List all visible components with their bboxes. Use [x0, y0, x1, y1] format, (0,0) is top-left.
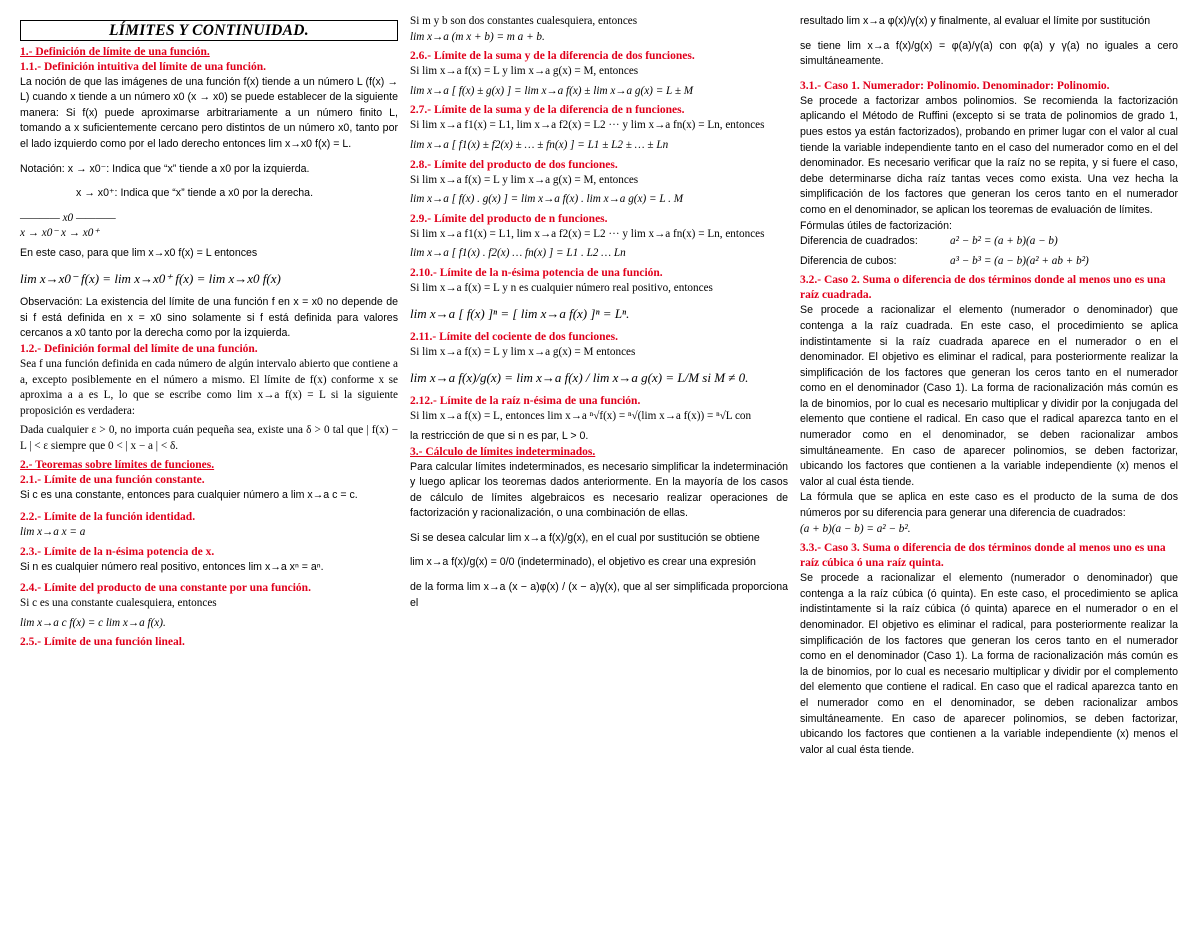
heading-3-2: 3.2.- Caso 2. Suma o diferencia de dos términos donde al menos uno es una raíz cuadrada.	[800, 274, 1166, 302]
number-line-labels: x → x0⁻ x → x0⁺	[20, 227, 100, 240]
formula-label-cubes: Diferencia de cubos:	[800, 254, 897, 267]
heading-3: 3.- Cálculo de límites indeterminados.	[410, 445, 596, 458]
paragraph-3-b: Si se desea calcular lim x→a f(x)/g(x), en el cual por sustitución se obtiene	[410, 531, 760, 544]
heading-1: 1.- Definición de límite de una función.	[20, 45, 210, 58]
theorem-2-9-formula: lim x→a [ f1(x) . f2(x) … fn(x) ] = L1 . L2 … Ln	[410, 247, 626, 260]
document-title: LÍMITES Y CONTINUIDAD.	[20, 20, 398, 41]
heading-2-6: 2.6.- Límite de la suma y de la diferencia de dos funciones.	[410, 50, 695, 63]
theorem-2-8: Si lim x→a f(x) = L y lim x→a g(x) = M, entonces	[410, 173, 639, 186]
theorem-2-12-restriction: la restricción de que si n es par, L > 0.	[410, 429, 589, 442]
theorem-2-6: Si lim x→a f(x) = L y lim x→a g(x) = M, entonces	[410, 65, 639, 78]
notation-left: Notación: x → x0⁻: Indica que “x” tiende a x0 por la izquierda.	[20, 162, 310, 175]
theorem-2-2: lim x→a x = a	[20, 526, 86, 539]
paragraph-1-2: Sea f una función definida en cada número de algún intervalo abierto que contiene a a, excepto posiblemente en el número a mismo. El límite de f(x) conforme x se aproxima a a es L, lo que se escribe como lim x→a f(x) = L si la siguiente proposición es verdadera:	[20, 357, 398, 417]
paragraph-1-1: La noción de que las imágenes de una función f(x) tiende a un número L (f(x) → L) cuando x tiende a un número x0 (x → x0) se puede establecer de la siguiente manera: Si f(x) puede aproximarse arbitrariamente a un número finito L, tomando a x suficientemente cercano pero distintos de un número x0, tanto por el lado izquierdo como por el lado derecho entonces lim x→x0 f(x) = L.	[20, 75, 398, 150]
notation-right: x → x0⁺: Indica que “x” tiende a x0 por la derecha.	[76, 187, 314, 200]
theorem-2-6-formula: lim x→a [ f(x) ± g(x) ] = lim x→a f(x) ± lim x→a g(x) = L ± M	[410, 84, 694, 97]
theorem-2-4: Si c es una constante cualesquiera, entonces	[20, 597, 217, 610]
observation-paragraph: Observación: La existencia del límite de una función f en x = x0 no depende de si f está definida en x = x0 sino solamente si f está definida para valores cercanos a x0 tanto por la derecha como por la izquierda.	[20, 296, 398, 340]
paragraph-3: Para calcular límites indeterminados, es necesario simplificar la indeterminación y luego aplicar los teoremas dados anteriormente. En la mayoría de los casos de cálculo de límites algebraicos es necesario realizar operaciones de factorización y racionalización, o una combinación de ellas.	[410, 460, 788, 520]
theorem-2-5: Si m y b son dos constantes cualesquiera, entonces	[410, 15, 638, 27]
paragraph-3-c: lim x→a f(x)/g(x) = 0/0 (indeterminado), el objetivo es crear una expresión	[410, 556, 756, 569]
theorem-2-10: Si lim x→a f(x) = L y n es cualquier número real positivo, entonces	[410, 281, 713, 294]
heading-2-12: 2.12.- Límite de la raíz n-ésima de una función.	[410, 395, 641, 408]
theorem-2-9: Si lim x→a f1(x) = L1, lim x→a f2(x) = L2 ··· y lim x→a fn(x) = Ln, entonces	[410, 227, 765, 240]
paragraph-3-f: se tiene lim x→a f(x)/g(x) = φ(a)/γ(a) con φ(a) y γ(a) no iguales a cero simultáneamente.	[800, 39, 1178, 68]
theorem-2-5-formula: lim x→a (m x + b) = m a + b.	[410, 30, 545, 43]
theorem-2-12: Si lim x→a f(x) = L, entonces lim x→a ⁿ√f(x) = ⁿ√(lim x→a f(x)) = ⁿ√L con	[410, 410, 752, 423]
paragraph-3-2-b: La fórmula que se aplica en este caso es el producto de la suma de dos números por su diferencia para generar una diferencia de cuadrados:	[800, 491, 1178, 520]
formula-cubes: a³ − b³ = (a − b)(a² + ab + b²)	[950, 254, 1089, 267]
factorization-title: Fórmulas útiles de factorización:	[800, 219, 952, 232]
heading-2: 2.- Teoremas sobre límites de funciones.	[20, 459, 215, 472]
heading-3-3: 3.3.- Caso 3. Suma o diferencia de dos términos donde al menos uno es una raíz cúbica ó una raíz quinta.	[800, 542, 1166, 570]
column-right	[800, 14, 1178, 758]
heading-2-9: 2.9.- Límite del producto de n funciones.	[410, 212, 608, 225]
heading-2-8: 2.8.- Límite del producto de dos funciones.	[410, 158, 618, 171]
heading-1-2: 1.2.- Definición formal del límite de una función.	[20, 342, 258, 355]
heading-1-1: 1.1.- Definición intuitiva del límite de una función.	[20, 60, 266, 73]
theorem-2-10-formula: lim x→a [ f(x) ]ⁿ = [ lim x→a f(x) ]ⁿ = Lⁿ.	[410, 305, 630, 321]
heading-2-2: 2.2.- Límite de la función identidad.	[20, 511, 196, 524]
formula-sum-difference: (a + b)(a − b) = a² − b².	[800, 522, 911, 535]
heading-2-7: 2.7.- Límite de la suma y de la diferencia de n funciones.	[410, 104, 685, 117]
paragraph-3-1: Se procede a factorizar ambos polinomios. Se recomienda la factorización aplicando el Método de Ruffini (excepto si se trata de polinomios de grado 1, pues estos ya están factorizados), probando en primer lugar con el valor al cual tiende la variable independiente tanto en el caso del numerador como en el del denominador. Es necesario verificar que la raíz no se repita, y si fuere el caso, debe determinarse dicha raíz tantas veces como exista. Una vez hecha la simplificación de los factores que generan los ceros tanto en el numerador como en el denominador, se aplican los teoremas de evaluación de límites.	[800, 94, 1178, 216]
paragraph-3-2: Se procede a racionalizar el elemento (numerador o denominador) que contenga a la raíz cuadrada. En este caso, el procedimiento se aplica indistintamente si la raíz cuadrada aparece en el numerador o en el denominador. El objetivo es eliminar el radical, para posteriormente realizar la simplificación de los factores que generan los ceros tanto en el numerador como en el denominador (Caso 1). La forma de racionalización más común es la de binomios, por lo cual es necesario multiplicar y dividir por la conjugada del elemento que contiene el radical. En caso que el radical aparezca tanto en el numerador como en el denominador, se deben racionalizar ambos simultáneamente. En caso de aparecer polinomios, se deben factorizar, ubicando los factores que contienen a la variable independiente (x) menos el valor al cual ésta tiende.	[800, 304, 1178, 488]
heading-3-1: 3.1.- Caso 1. Numerador: Polinomio. Denominador: Polinomio.	[800, 79, 1110, 92]
equation-lateral-limits: lim x→x0⁻ f(x) = lim x→x0⁺ f(x) = lim x→x0 f(x)	[20, 270, 281, 286]
theorem-2-7-formula: lim x→a [ f1(x) ± f2(x) ± … ± fn(x) ] = L1 ± L2 ± … ± Ln	[410, 138, 669, 151]
formula-squares: a² − b² = (a + b)(a − b)	[950, 235, 1058, 248]
theorem-2-1: Si c es una constante, entonces para cualquier número a lim x→a c = c.	[20, 489, 358, 502]
paragraph-3-d: de la forma lim x→a (x − a)φ(x) / (x − a)γ(x), que al ser simplificada proporciona el	[410, 581, 788, 609]
theorem-2-7: Si lim x→a f1(x) = L1, lim x→a f2(x) = L2 ··· y lim x→a fn(x) = Ln, entonces	[410, 119, 765, 132]
formula-row-cubes	[800, 254, 1178, 270]
paragraph-3-e: resultado lim x→a φ(x)/γ(x) y finalmente, al evaluar el límite por sustitución	[800, 15, 1151, 27]
heading-2-10: 2.10.- Límite de la n-ésima potencia de una función.	[410, 266, 663, 279]
theorem-2-11-formula: lim x→a f(x)/g(x) = lim x→a f(x) / lim x→a g(x) = L/M si M ≠ 0.	[410, 369, 749, 385]
theorem-2-4-formula: lim x→a c f(x) = c lim x→a f(x).	[20, 616, 166, 629]
heading-2-5: 2.5.- Límite de una función lineal.	[20, 636, 185, 649]
heading-2-1: 2.1.- Límite de una función constante.	[20, 474, 205, 487]
column-left	[20, 14, 398, 650]
epsilon-delta-definition: Dada cualquier ε > 0, no importa cuán pequeña sea, existe una δ > 0 tal que | f(x) − L | < ε siempre que 0 < | x − a | < δ.	[20, 424, 398, 452]
heading-2-3: 2.3.- Límite de la n-ésima potencia de x.	[20, 545, 215, 558]
formula-label-squares: Diferencia de cuadrados:	[800, 235, 918, 248]
theorem-2-8-formula: lim x→a [ f(x) . g(x) ] = lim x→a f(x) . lim x→a g(x) = L . M	[410, 193, 684, 206]
column-middle	[410, 14, 788, 611]
number-line: ———— x0 ————	[20, 211, 116, 224]
heading-2-4: 2.4.- Límite del producto de una constante por una función.	[20, 582, 311, 595]
heading-2-11: 2.11.- Límite del cociente de dos funciones.	[410, 331, 618, 344]
formula-row-squares	[800, 234, 1178, 250]
theorem-2-3: Si n es cualquier número real positivo, entonces lim x→a xⁿ = aⁿ.	[20, 560, 324, 573]
condition-text: En este caso, para que lim x→x0 f(x) = L entonces	[20, 246, 258, 259]
theorem-2-11: Si lim x→a f(x) = L y lim x→a g(x) = M entonces	[410, 346, 636, 359]
paragraph-3-3: Se procede a racionalizar el elemento (numerador o denominador) que contenga a la raíz cúbica (ó quinta). En este caso, el procedimiento se aplica indistintamente si la raíz cúbica (ó quinta) aparece en el numerador o en el denominador. El objetivo es eliminar el radical, para posteriormente realizar la simplificación de los factores que generan los ceros tanto en el numerador como en el denominador (Caso 1). La forma de racionalización más común es la de binomios, por lo cual es necesario multiplicar y dividir por el complemento del elemento que contiene el radical. En caso que el radical aparezca tanto en el numerador como en el denominador, se deben racionalizar ambos simultáneamente. En caso de aparecer polinomios, se deben factorizar, ubicando los factores que contienen a la variable independiente (x) menos el valor al cual ésta tiende.	[800, 572, 1178, 756]
